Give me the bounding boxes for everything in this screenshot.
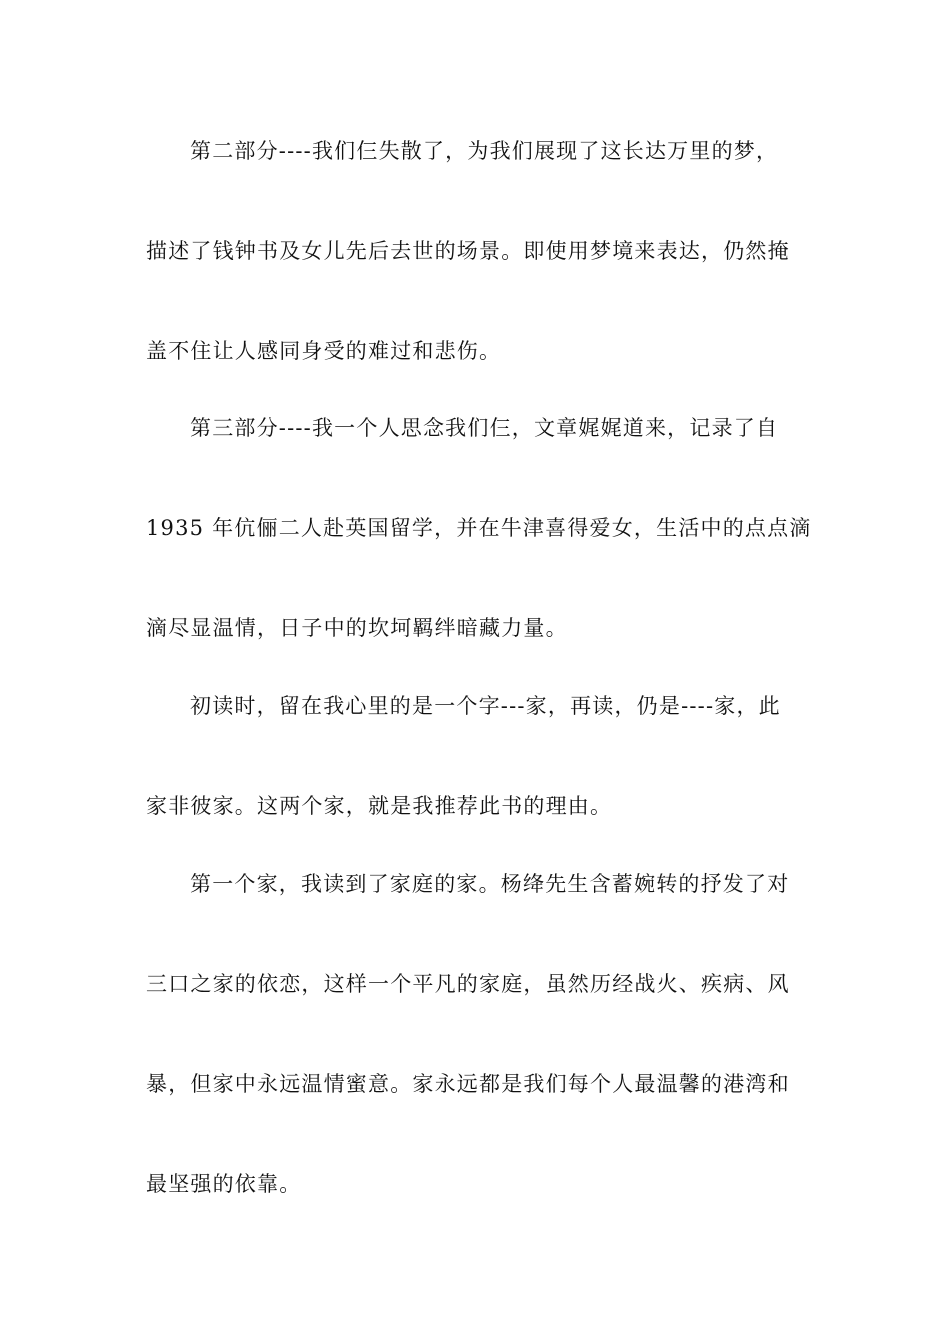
paragraph-4-line-4: 最坚强的依靠。: [146, 1172, 302, 1196]
paragraph-4-line-2: 三口之家的依恋，这样一个平凡的家庭，虽然历经战火、疾病、风: [146, 972, 790, 996]
paragraph-1-line-2: 描述了钱钟书及女儿先后去世的场景。即使用梦境来表达，仍然掩: [146, 239, 790, 263]
paragraph-4-line-1: 第一个家，我读到了家庭的家。杨绛先生含蓄婉转的抒发了对: [190, 872, 790, 896]
paragraph-3-line-1: 初读时，留在我心里的是一个字---家，再读，仍是----家，此: [190, 694, 781, 718]
paragraph-2-line-1: 第三部分----我一个人思念我们仨，文章娓娓道来，记录了自: [190, 416, 779, 440]
paragraph-1-line-3: 盖不住让人感同身受的难过和悲伤。: [146, 339, 502, 363]
paragraph-2-line-2: 1935 年伉俪二人赴英国留学，并在牛津喜得爱女，生活中的点点滴: [146, 516, 812, 540]
paragraph-2-line-3: 滴尽显温情，日子中的坎坷羁绊暗藏力量。: [146, 616, 568, 640]
paragraph-1-line-1: 第二部分----我们仨失散了，为我们展现了这长达万里的梦，: [190, 139, 779, 163]
paragraph-4-line-3: 暴，但家中永远温情蜜意。家永远都是我们每个人最温馨的港湾和: [146, 1072, 790, 1096]
paragraph-3-line-2: 家非彼家。这两个家，就是我推荐此书的理由。: [146, 794, 613, 818]
